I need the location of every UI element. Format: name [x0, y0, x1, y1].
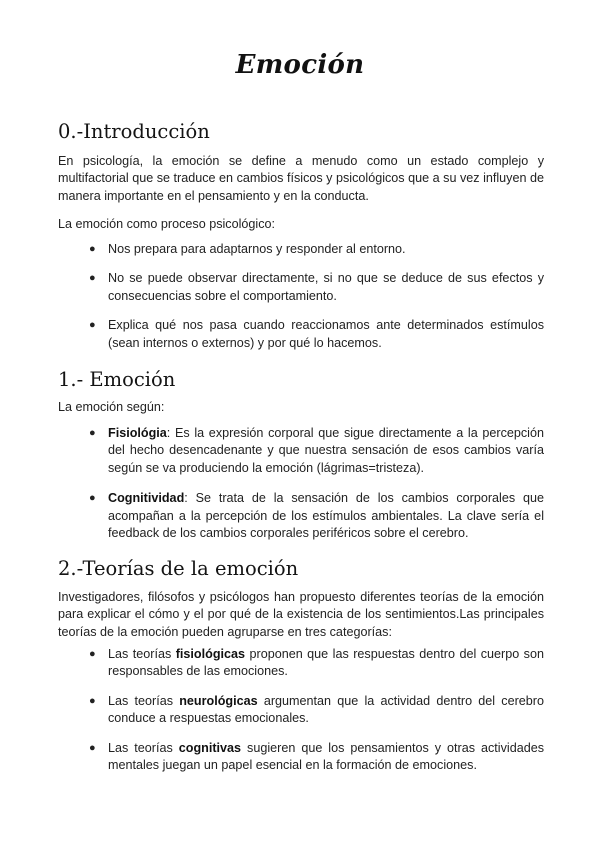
list-item: ● Fisiológia: Es la expresión corporal que sigue directamente a la percepción del hecho desencadenante y que nuestra sensación de esos cambios varía según se va produciendo la emoción (lágrimas=tristeza). [89, 426, 544, 475]
list-item: ● Nos prepara para adaptarnos y responder al entorno. [108, 241, 544, 258]
bullet-icon: ● [89, 694, 96, 707]
term-cognitividad: Cognitividad [108, 491, 185, 506]
section-heading-introduccion: 0.-Introducción [58, 120, 210, 143]
teorias-bullet-list [89, 646, 545, 774]
bullet-icon: ● [89, 648, 96, 660]
term-cognitivas: cognitivas [178, 740, 242, 755]
emocion-lead: La emoción según: [58, 400, 165, 414]
term-fisiologicas: fisiológicas [175, 647, 246, 661]
list-item: ● Las teorías fisiológicas proponen que las respuestas dentro del cuerpo son responsables de las emociones. [89, 647, 544, 679]
bullet-icon: ● [89, 492, 96, 505]
emocion-bullet-list [89, 425, 544, 542]
bullet-icon: ● [89, 243, 96, 255]
intro-bullet-list [89, 241, 544, 352]
bullet-icon: ● [89, 272, 96, 285]
intro-lead: La emoción como proceso psicológico: [58, 217, 276, 231]
term-neurologicas: neurológicas [179, 693, 258, 708]
bullet-icon: ● [89, 741, 96, 754]
teorias-intro: Investigadores, filósofos y psicólogos han propuesto diferentes teorías de la emoción para explicar el cómo y el por qué de la existencia de los sentimientos.Las principales teorías de la emoción pueden agruparse en tres categorías: [58, 590, 544, 639]
list-item: ● No se puede observar directamente, si no que se deduce de sus efectos y consecuencias sobre el comportamiento. [89, 271, 544, 303]
section-heading-teorias: 2.-Teorías de la emoción [58, 557, 299, 580]
term-fisiologia: Fisiológia [108, 426, 167, 440]
list-item: ● Las teorías cognitivas sugieren que los pensamientos y otras actividades mentales juegan un papel esencial en la formación de emociones. [89, 740, 545, 773]
section-heading-emocion: 1.- Emoción [58, 368, 176, 391]
document-title: Emoción [235, 50, 365, 80]
list-item: ● Cognitividad: Se trata de la sensación de los cambios corporales que acompañan a la percepción de los estímulos ambientales. La clave sería el feedback de los cambios corporales periféricos sobre el cerebro. [89, 491, 544, 541]
list-item: ● Las teorías neurológicas argumentan que la actividad dentro del cerebro conduce a respuestas emocionales. [89, 693, 544, 726]
intro-paragraph: En psicología, la emoción se define a menudo como un estado complejo y multifactorial que se traduce en cambios físicos y psicológicos que a su vez influyen de manera importante en el pensamiento y en la conducta. [58, 154, 544, 203]
list-item: ● Explica qué nos pasa cuando reaccionamos ante determinados estímulos (sean internos o externos) y por qué lo hacemos. [89, 318, 544, 350]
bullet-icon: ● [89, 319, 96, 332]
bullet-icon: ● [89, 427, 96, 439]
